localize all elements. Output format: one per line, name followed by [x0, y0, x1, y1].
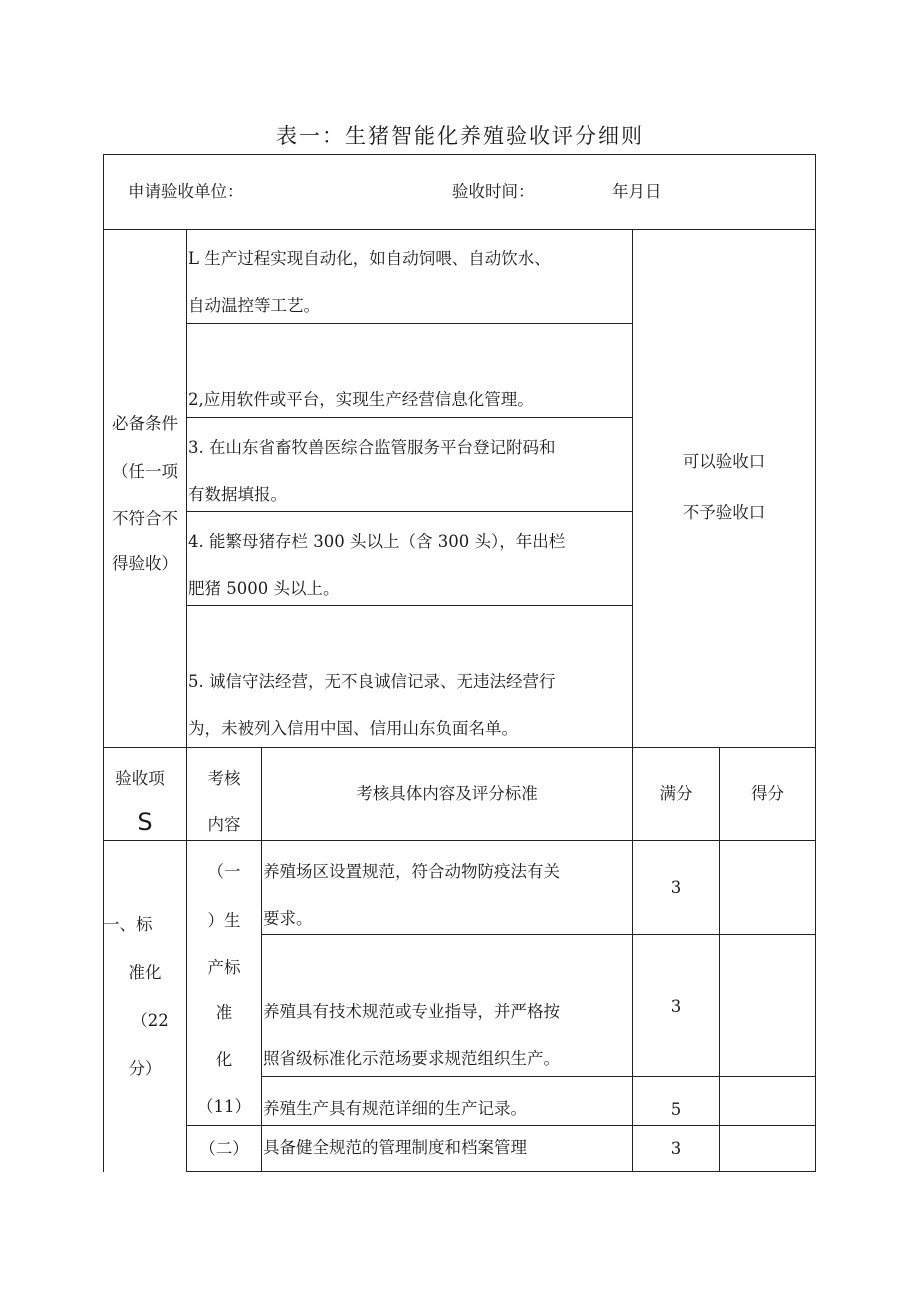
- prereq-item-text: 2,应用软件或平台，实现生产经营信息化管理。: [188, 390, 534, 409]
- prereq-item-text: 4. 能繁母猪存栏 300 头以上（含 300 头），年出栏: [188, 532, 566, 551]
- column-header-content: 考核: [207, 769, 241, 788]
- subitem-management-label: （二）: [199, 1139, 249, 1158]
- table-border-right: [815, 154, 816, 1172]
- full-score-value: 5: [670, 1100, 682, 1119]
- column-header-item-mark: S: [137, 808, 153, 836]
- standard-text: 照省级标准化示范场要求规范组织生产。: [263, 1049, 560, 1068]
- table-border-left: [103, 154, 104, 1172]
- standard-text: 养殖具有技术规范或专业指导，并严格按: [263, 1002, 560, 1021]
- prereq-item-text: 自动温控等工艺。: [188, 296, 320, 315]
- section-label-line: 一、标: [103, 915, 153, 934]
- subitem-label-line: ）生: [207, 911, 241, 930]
- prereq-label-line: 得验收）: [112, 554, 178, 573]
- subitem-label-line: 化: [215, 1050, 233, 1069]
- column-divider: [632, 229, 633, 1172]
- row-divider: [186, 417, 632, 418]
- full-score-value: 3: [670, 1139, 682, 1158]
- standard-text: 要求。: [263, 909, 313, 928]
- accept-option[interactable]: 可以验收口: [682, 452, 766, 471]
- section-label-line: 分）: [128, 1059, 162, 1078]
- column-header-content: 内容: [207, 815, 241, 834]
- section-label-line: 准化: [128, 963, 162, 982]
- prereq-label-line: 必备条件: [112, 414, 178, 433]
- acceptance-time-label: 验收时间：: [452, 182, 535, 201]
- row-divider: [103, 840, 816, 841]
- page-title: 表一：生猪智能化养殖验收评分细则: [276, 124, 644, 148]
- row-divider: [186, 1125, 816, 1126]
- date-label: 年月日: [612, 182, 662, 201]
- standard-text: 养殖生产具有规范详细的生产记录。: [263, 1099, 527, 1118]
- standard-text: 养殖场区设置规范，符合动物防疫法有关: [263, 862, 560, 881]
- reject-option[interactable]: 不予验收口: [682, 503, 766, 522]
- table-border-top: [103, 154, 816, 155]
- prereq-label-line: 不符合不: [112, 509, 178, 528]
- full-score-value: 3: [670, 997, 682, 1016]
- row-divider: [186, 511, 632, 512]
- prereq-item-text: 为，未被列入信用中国、信用山东负面名单。: [188, 719, 518, 738]
- row-divider: [103, 229, 816, 230]
- row-divider: [261, 1076, 816, 1077]
- row-divider: [186, 323, 632, 324]
- row-divider: [261, 934, 816, 935]
- prereq-item-text: 3. 在山东省畜牧兽医综合监管服务平台登记附码和: [188, 438, 556, 457]
- column-header-item: 验收项: [115, 769, 165, 788]
- prereq-item-text: 肥猪 5000 头以上。: [188, 579, 340, 598]
- standard-text: 具备健全规范的管理制度和档案管理: [263, 1138, 527, 1157]
- column-header-standard: 考核具体内容及评分标准: [356, 784, 538, 803]
- prereq-item-text: 5. 诚信守法经营，无不良诚信记录、无违法经营行: [188, 672, 556, 691]
- row-divider: [186, 605, 632, 606]
- subitem-label-line: 准: [215, 1003, 233, 1022]
- full-score-value: 3: [670, 878, 682, 897]
- subitem-label-line: （11）: [197, 1097, 251, 1116]
- table-border-bottom: [186, 1171, 816, 1172]
- row-divider: [103, 747, 816, 748]
- column-header-full-score: 满分: [659, 784, 693, 803]
- subitem-label-line: （一: [207, 862, 241, 881]
- column-header-score: 得分: [751, 784, 784, 803]
- prereq-label-line: （任一项: [112, 462, 178, 481]
- prereq-item-text: 有数据填报。: [188, 485, 287, 504]
- section-label-line: （22: [131, 1011, 169, 1030]
- subitem-label-line: 产标: [207, 958, 241, 977]
- applicant-unit-label: 申请验收单位：: [128, 182, 244, 201]
- prereq-item-text: L 生产过程实现自动化，如自动饲喂、自动饮水、: [188, 249, 551, 268]
